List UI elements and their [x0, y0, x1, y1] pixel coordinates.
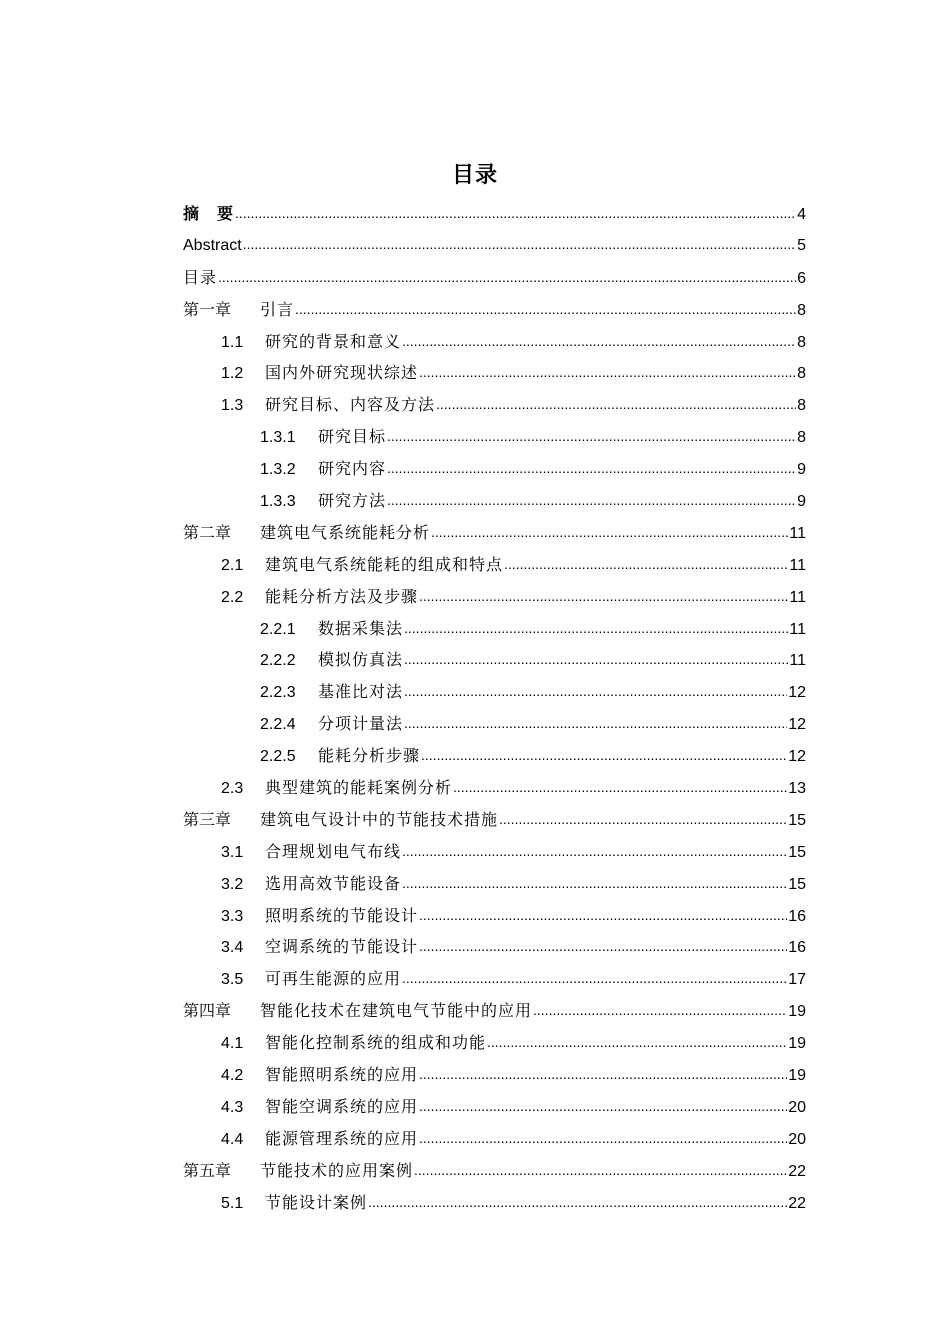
- toc-entry[interactable]: [183, 995, 806, 1027]
- toc-entry-number: 4.4: [221, 1130, 244, 1148]
- toc-dot-leader: [487, 1027, 787, 1059]
- toc-entry-number: 3.1: [221, 843, 244, 861]
- toc-dot-leader: [404, 613, 788, 645]
- toc-entry[interactable]: [183, 931, 806, 963]
- toc-entry-title: 智能照明系统的应用: [265, 1065, 419, 1085]
- toc-entry-title: 智能空调系统的应用: [265, 1096, 419, 1116]
- toc-entry-number: 1.3.1: [260, 429, 296, 447]
- toc-entry-title: 典型建筑的能耗案例分析: [265, 778, 453, 798]
- toc-entry-title: 能源管理系统的应用: [265, 1128, 419, 1148]
- toc-entry[interactable]: [183, 453, 806, 485]
- toc-entry-number: 2.1: [221, 556, 244, 574]
- toc-entry-number: 3.4: [221, 939, 244, 957]
- toc-entry-page: 11: [789, 556, 806, 574]
- toc-entry-number: 3.2: [221, 875, 244, 893]
- toc-entry-page: 19: [788, 1035, 806, 1053]
- toc-entry-number: 1.3.3: [260, 493, 296, 511]
- toc-dot-leader: [453, 772, 787, 804]
- toc-entry[interactable]: [183, 676, 806, 708]
- toc-entry-page: 12: [788, 748, 806, 766]
- toc-entry-number: 4.2: [221, 1067, 244, 1085]
- toc-entry-page: 6: [797, 269, 806, 287]
- toc-entry-number: 1.3.2: [260, 461, 296, 479]
- toc-entry-page: 12: [788, 716, 806, 734]
- toc-entry-page: 9: [797, 493, 806, 511]
- toc-dot-leader: [504, 549, 788, 581]
- toc-entry-page: 8: [797, 365, 806, 383]
- toc-entry-page: 15: [788, 843, 806, 861]
- toc-entry-number: 3.3: [221, 907, 244, 925]
- toc-entry-number: 1.3: [221, 397, 244, 415]
- toc-entry-number: 2.3: [221, 780, 244, 798]
- toc-entry-number: 第五章: [183, 1162, 232, 1180]
- toc-dot-leader: [533, 995, 787, 1027]
- toc-dot-leader: [368, 1187, 787, 1219]
- toc-entry[interactable]: [183, 963, 806, 995]
- toc-entry-title: 空调系统的节能设计: [265, 937, 419, 957]
- toc-entry[interactable]: [183, 836, 806, 868]
- toc-entry-number: 1.2: [221, 365, 244, 383]
- toc-entry-number: 5.1: [221, 1194, 244, 1212]
- toc-entry-number: 1.1: [221, 333, 244, 351]
- toc-dot-leader: [387, 485, 796, 517]
- toc-entry-page: 11: [789, 524, 806, 542]
- toc-dot-leader: [402, 326, 796, 358]
- toc-entry-title: 研究方法: [318, 491, 387, 511]
- toc-entry[interactable]: [183, 1059, 806, 1091]
- toc-entry[interactable]: [183, 198, 806, 230]
- toc-dot-leader: [419, 1091, 787, 1123]
- toc-entry[interactable]: [183, 1123, 806, 1155]
- toc-entry[interactable]: [183, 517, 806, 549]
- toc-entry-number: 2.2.4: [260, 716, 296, 734]
- toc-entry-title: 引言: [260, 299, 295, 319]
- toc-dot-leader: [419, 931, 787, 963]
- toc-entry-number: 第二章: [183, 524, 232, 542]
- toc-dot-leader: [414, 1155, 787, 1187]
- toc-dot-leader: [419, 1059, 787, 1091]
- toc-entry-number: 第一章: [183, 301, 232, 319]
- toc-entry-page: 16: [788, 939, 806, 957]
- toc-entry[interactable]: [183, 613, 806, 645]
- toc-entry-title: Abstract: [183, 236, 242, 254]
- toc-dot-leader: [295, 294, 796, 326]
- toc-entry-page: 17: [788, 971, 806, 989]
- toc-entry-page: 8: [797, 333, 806, 351]
- toc-entry[interactable]: [183, 581, 806, 613]
- toc-entry-title: 智能化技术在建筑电气节能中的应用: [260, 1001, 533, 1021]
- toc-entry-number: 2.2: [221, 588, 244, 606]
- toc-entry[interactable]: [183, 1155, 806, 1187]
- toc-entry-title: 基准比对法: [318, 682, 404, 702]
- toc-entry-page: 16: [788, 907, 806, 925]
- toc-entry-title: 节能设计案例: [265, 1192, 368, 1212]
- toc-entry[interactable]: [183, 357, 806, 389]
- toc-dot-leader: [402, 836, 787, 868]
- toc-entry[interactable]: [183, 549, 806, 581]
- toc-entry-page: 15: [788, 875, 806, 893]
- toc-dot-leader: [419, 357, 796, 389]
- toc-dot-leader: [419, 1123, 787, 1155]
- toc-entry-title: 分项计量法: [318, 714, 404, 734]
- toc-dot-leader: [404, 708, 787, 740]
- toc-entry[interactable]: [183, 804, 806, 836]
- toc-entry-page: 22: [788, 1194, 806, 1212]
- toc-dot-leader: [387, 453, 796, 485]
- toc-entry-page: 11: [789, 620, 806, 638]
- toc-entry-title: 建筑电气设计中的节能技术措施: [260, 809, 499, 829]
- toc-entry-title: 目录: [183, 267, 218, 287]
- toc-entry-number: 第四章: [183, 1003, 232, 1021]
- toc-entry-page: 13: [788, 780, 806, 798]
- toc-entry-page: 20: [788, 1130, 806, 1148]
- toc-dot-leader: [402, 963, 787, 995]
- toc-entry[interactable]: [183, 900, 806, 932]
- toc-entry-title: 智能化控制系统的组成和功能: [265, 1033, 487, 1053]
- toc-dot-leader: [218, 262, 796, 294]
- toc-entry-page: 4: [797, 206, 806, 223]
- toc-entry-title: 研究的背景和意义: [265, 331, 402, 351]
- toc-entry-number: 2.2.1: [260, 620, 296, 638]
- toc-entry-title: 研究目标: [318, 427, 387, 447]
- toc-entry[interactable]: [183, 772, 806, 804]
- toc-entry-page: 8: [797, 397, 806, 415]
- toc-entry-number: 4.3: [221, 1098, 244, 1116]
- toc-entry-page: 19: [788, 1067, 806, 1085]
- toc-entry[interactable]: [183, 326, 806, 358]
- toc-dot-leader: [404, 644, 788, 676]
- toc-dot-leader: [402, 868, 787, 900]
- toc-entry-title: 合理规划电气布线: [265, 841, 402, 861]
- toc-entry-number: 2.2.5: [260, 748, 296, 766]
- toc-entry[interactable]: [183, 262, 806, 294]
- toc-entry-title: 摘 要: [183, 204, 235, 223]
- toc-dot-leader: [431, 517, 788, 549]
- toc-entry[interactable]: [183, 230, 806, 262]
- toc-dot-leader: [243, 229, 796, 261]
- toc-entry[interactable]: [183, 868, 806, 900]
- toc-dot-leader: [235, 198, 796, 230]
- toc-entry[interactable]: [183, 1187, 806, 1219]
- toc-entry-title: 能耗分析步骤: [318, 746, 421, 766]
- toc-entry-title: 模拟仿真法: [318, 650, 404, 670]
- toc-entry[interactable]: [183, 1027, 806, 1059]
- toc-entry-title: 照明系统的节能设计: [265, 905, 419, 925]
- toc-entry[interactable]: [183, 708, 806, 740]
- toc-entry-page: 20: [788, 1098, 806, 1116]
- toc-entry-title: 节能技术的应用案例: [260, 1160, 414, 1180]
- toc-title: 目录: [451, 162, 498, 187]
- toc-entry-number: 2.2.2: [260, 652, 296, 670]
- toc-dot-leader: [419, 900, 787, 932]
- toc-entry-page: 12: [788, 684, 806, 702]
- toc-entry[interactable]: [183, 740, 806, 772]
- toc-entry-page: 8: [797, 429, 806, 447]
- toc-entry-page: 8: [797, 301, 806, 319]
- toc-entry-number: 2.2.3: [260, 684, 296, 702]
- toc-entry[interactable]: [183, 389, 806, 421]
- toc-entry-title: 研究目标、内容及方法: [265, 395, 436, 415]
- toc-entry-page: 15: [788, 811, 806, 829]
- toc-entry-title: 研究内容: [318, 459, 387, 479]
- toc-dot-leader: [387, 421, 796, 453]
- toc-entry-title: 建筑电气系统能耗的组成和特点: [265, 554, 504, 574]
- toc-entry-page: 19: [788, 1003, 806, 1021]
- toc-dot-leader: [499, 804, 787, 836]
- toc-list: [183, 198, 806, 1219]
- toc-dot-leader: [421, 740, 787, 772]
- toc-entry-title: 数据采集法: [318, 618, 404, 638]
- toc-entry-page: 22: [788, 1162, 806, 1180]
- toc-entry[interactable]: [183, 485, 806, 517]
- toc-dot-leader: [404, 676, 787, 708]
- toc-entry-number: 3.5: [221, 971, 244, 989]
- toc-dot-leader: [436, 389, 796, 421]
- toc-entry-number: 4.1: [221, 1035, 244, 1053]
- toc-entry-title: 建筑电气系统能耗分析: [260, 522, 431, 542]
- toc-entry[interactable]: [183, 1091, 806, 1123]
- toc-entry-title: 国内外研究现状综述: [265, 363, 419, 383]
- toc-entry-page: 9: [797, 461, 806, 479]
- toc-entry[interactable]: [183, 421, 806, 453]
- toc-dot-leader: [419, 581, 788, 613]
- toc-entry-number: 第三章: [183, 811, 232, 829]
- toc-entry-page: 5: [797, 236, 806, 254]
- toc-entry-page: 11: [789, 588, 806, 606]
- toc-entry[interactable]: [183, 294, 806, 326]
- toc-entry-title: 选用高效节能设备: [265, 873, 402, 893]
- toc-entry-page: 11: [789, 652, 806, 670]
- toc-entry-title: 能耗分析方法及步骤: [265, 586, 419, 606]
- toc-entry-title: 可再生能源的应用: [265, 969, 402, 989]
- toc-entry[interactable]: [183, 644, 806, 676]
